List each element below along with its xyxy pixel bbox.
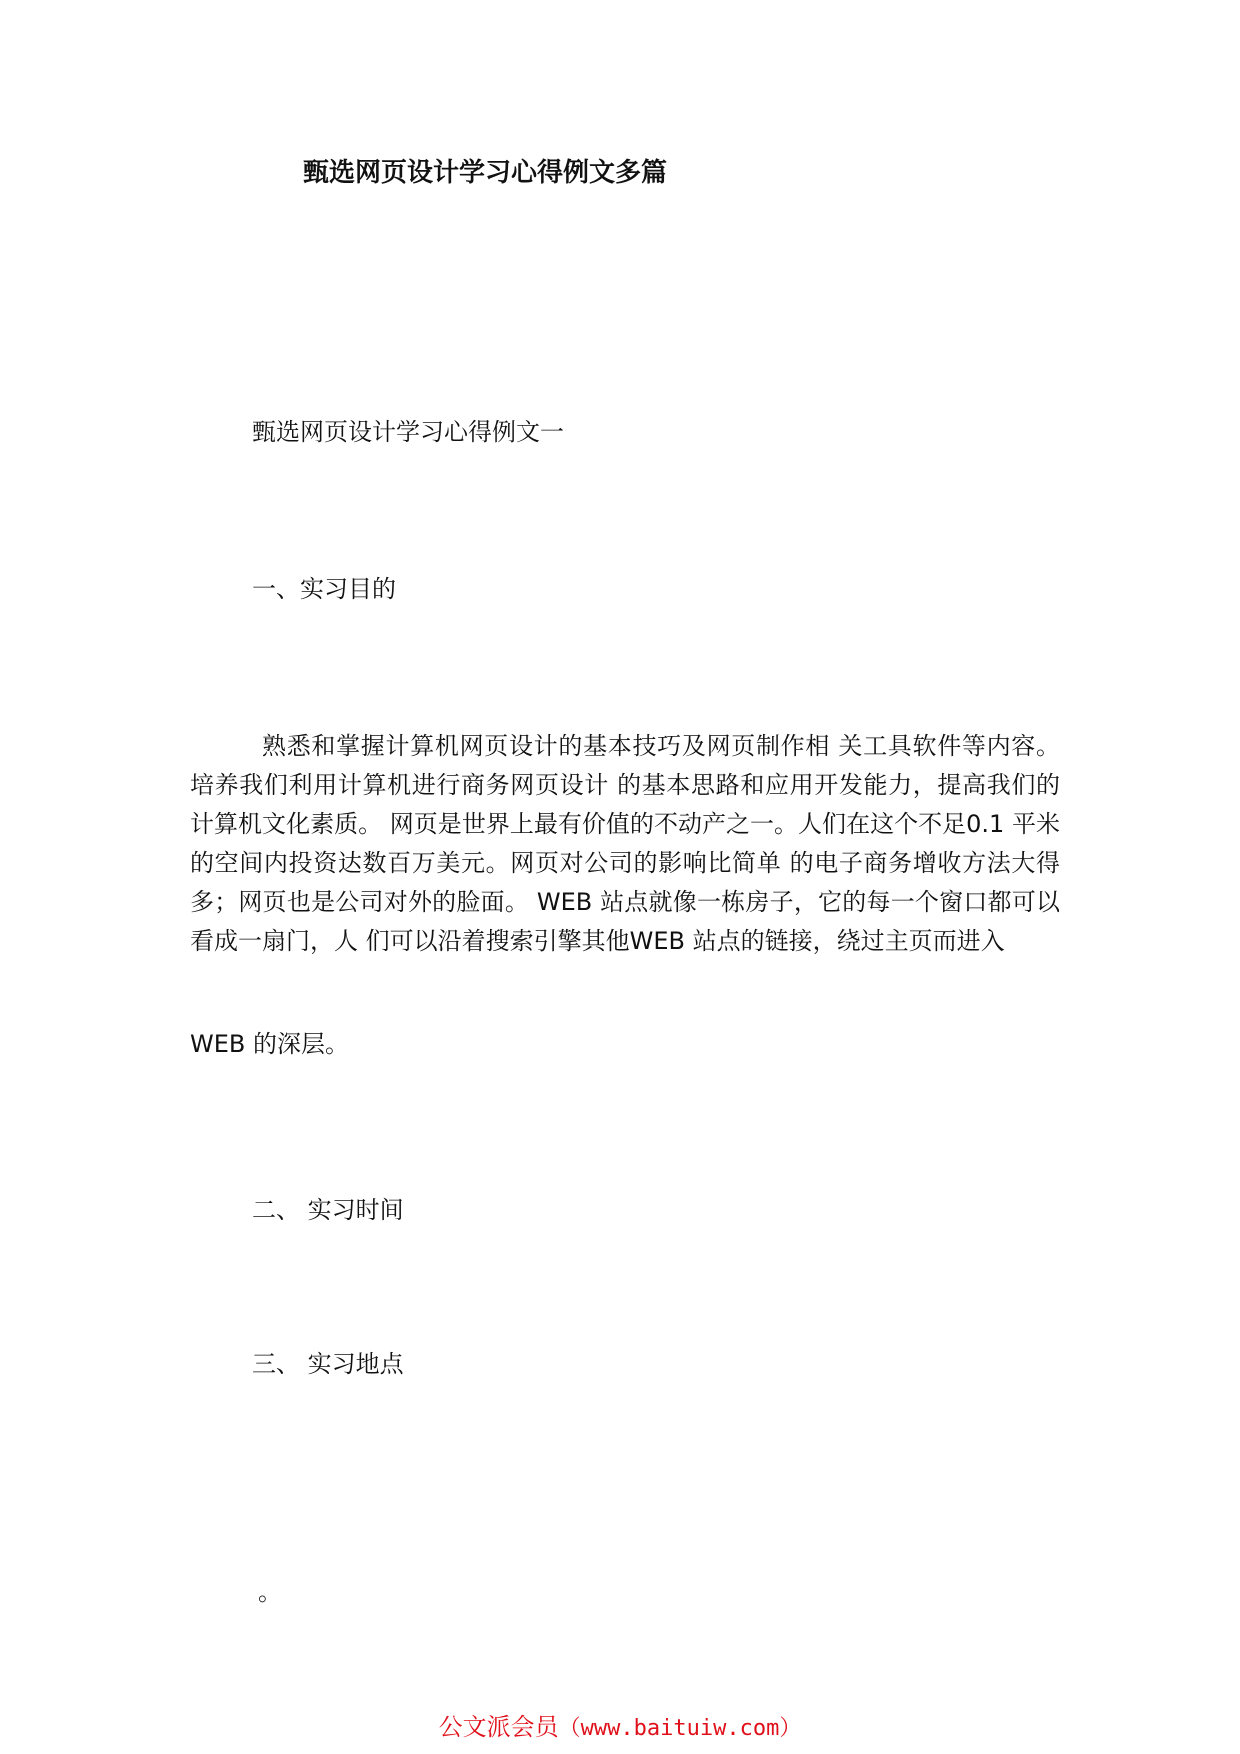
article-subtitle: 甄选网页设计学习心得例文一 [252,418,564,446]
section-heading-time: 二、 实习时间 [252,1196,404,1224]
footer-watermark [0,1707,1240,1742]
body-paragraph: 熟悉和掌握计算机网页设计的基本技巧及网页制作相 关工具软件等内容。培养我们利用计算机进行商务网页设计 的基本思路和应用开发能力，提高我们的计算机文化素质。 网页是世界上最有价值的不动产之一。人们在这个不足0.1 平米的空间内投资达数百万美元。网页对公司的影响比简单 的电子商务增收方法大得多；网页也是公司对外的脸面。 WEB 站点就像一栋房子，它的每一个窗口都可以看成一扇门，人 们可以沿着搜索引擎其他WEB 站点的链接，绕过主页而进入 [190,732,1060,955]
footer-url: （www.baituiw.com） [558,1716,802,1741]
document-title: 甄选网页设计学习心得例文多篇 [303,158,668,188]
stray-punctuation: 。 [258,1578,282,1606]
section-heading-location: 三、 实习地点 [252,1350,404,1378]
body-paragraph-tail: WEB 的深层。 [190,1030,349,1058]
section-heading-purpose: 一、实习目的 [252,575,396,603]
footer-brand-name: 公文派会员 [438,1713,559,1741]
